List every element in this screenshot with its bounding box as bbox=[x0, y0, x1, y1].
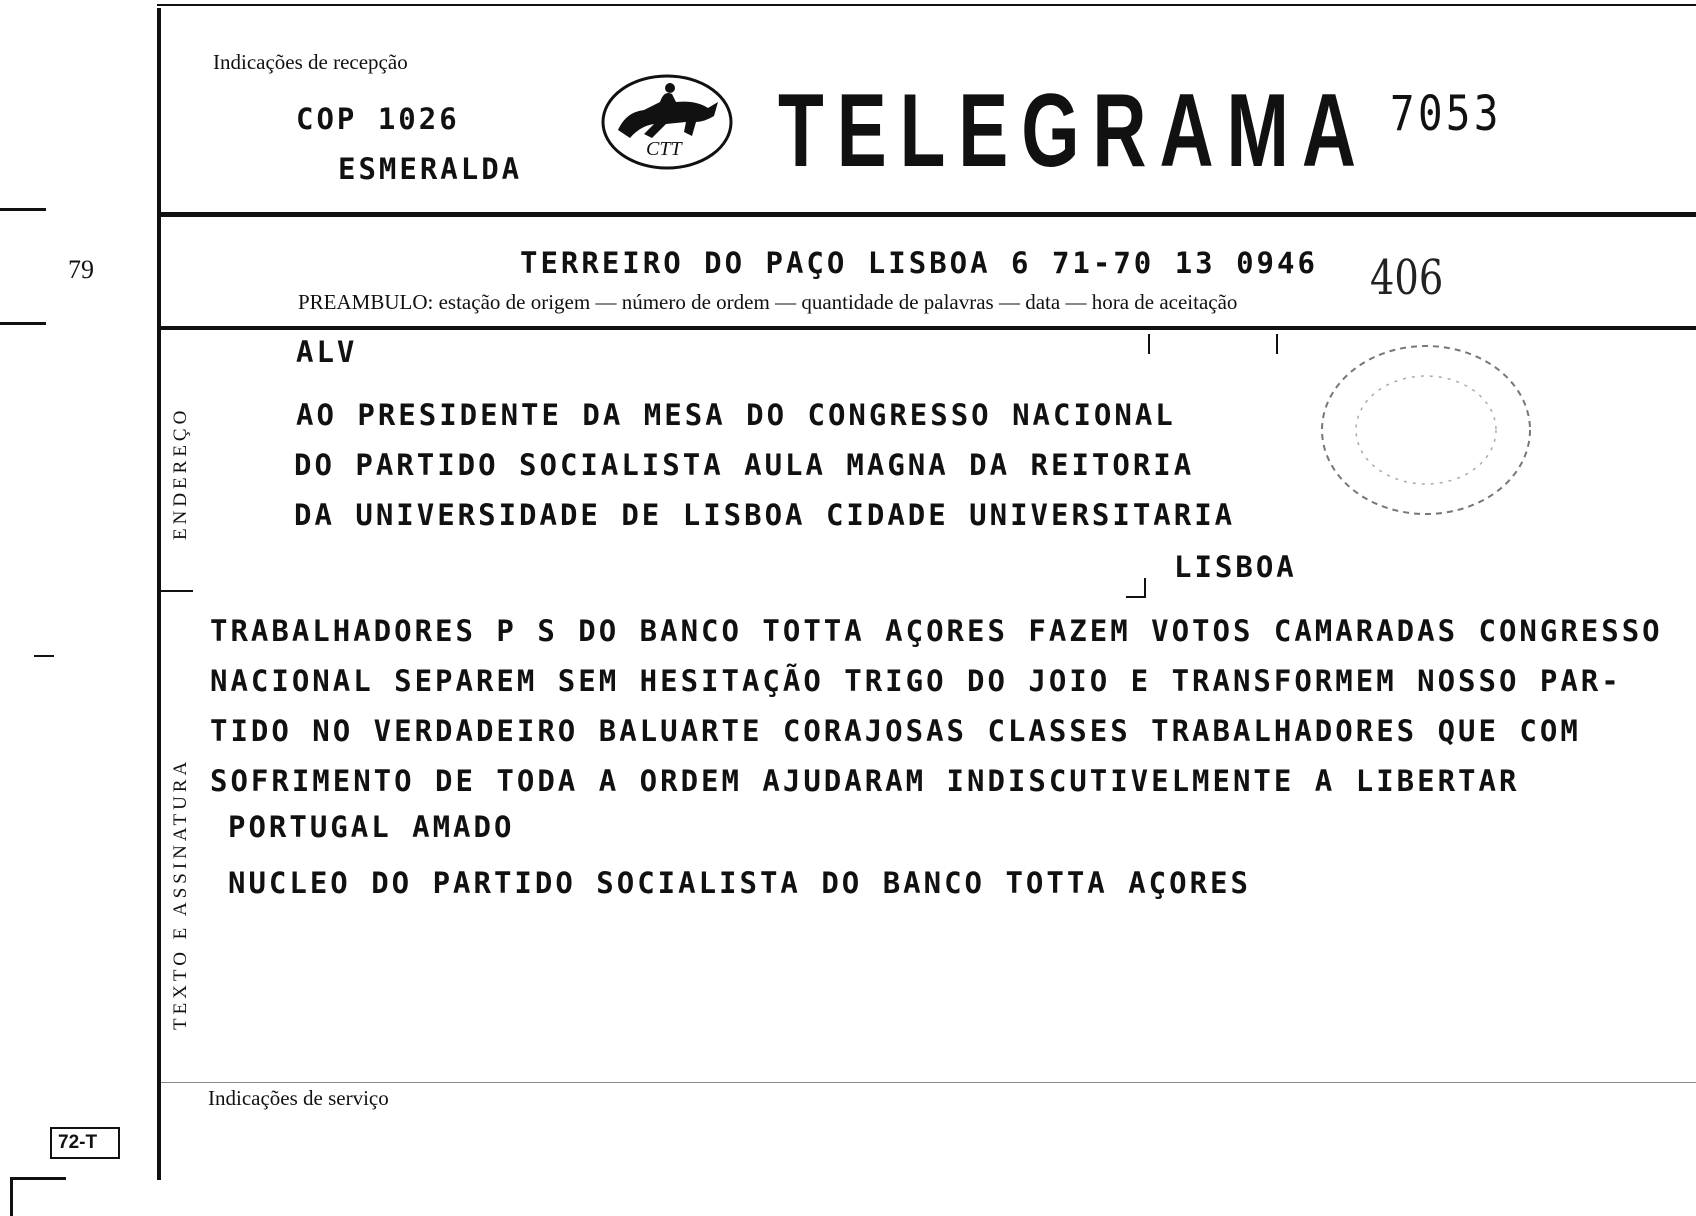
message-line: SOFRIMENTO DE TODA A ORDEM AJUDARAM INDISCUTIVELMENTE A LIBERTAR bbox=[210, 764, 1520, 798]
address-bracket bbox=[1148, 334, 1150, 354]
address-line: DA UNIVERSIDADE DE LISBOA CIDADE UNIVERSITARIA bbox=[294, 498, 1236, 532]
signature-line: NUCLEO DO PARTIDO SOCIALISTA DO BANCO TOTTA AÇORES bbox=[228, 866, 1251, 900]
form-code-box bbox=[50, 1127, 120, 1159]
postmark-stamp bbox=[1316, 340, 1536, 520]
form-code: 72-T bbox=[58, 1132, 98, 1153]
address-bracket bbox=[1276, 334, 1278, 354]
margin-tick bbox=[0, 322, 46, 325]
text-side-label: TEXTO E ASSINATURA bbox=[170, 757, 191, 1030]
address-line: DO PARTIDO SOCIALISTA AULA MAGNA DA REITORIA bbox=[294, 448, 1195, 482]
message-line: TRABALHADORES P S DO BANCO TOTTA AÇORES FAZEM VOTOS CAMARADAS CONGRESSO bbox=[210, 614, 1663, 648]
message-line: NACIONAL SEPAREM SEM HESITAÇÃO TRIGO DO JOIO E TRANSFORMEM NOSSO PAR- bbox=[210, 664, 1622, 698]
ctt-logo-text: CTT bbox=[646, 138, 682, 160]
reception-name: ESMERALDA bbox=[338, 152, 523, 186]
message-line: PORTUGAL AMADO bbox=[228, 810, 515, 844]
preamble-bottom-border bbox=[161, 326, 1696, 330]
page-number: 79 bbox=[68, 255, 94, 284]
address-line: AO PRESIDENTE DA MESA DO CONGRESSO NACIONAL bbox=[296, 398, 1176, 432]
telegram-title: TELEGRAMA bbox=[778, 73, 1369, 189]
service-indicator: ALV bbox=[296, 335, 358, 369]
left-margin-border bbox=[157, 8, 161, 1180]
address-corner-v bbox=[1144, 578, 1146, 598]
margin-tick bbox=[34, 655, 54, 657]
serial-number: 7053 bbox=[1390, 86, 1502, 142]
service-label: Indicações de serviço bbox=[208, 1086, 389, 1110]
margin-tick bbox=[0, 208, 46, 211]
reception-code: COP 1026 bbox=[296, 102, 460, 136]
handwritten-number: 406 bbox=[1370, 250, 1444, 306]
preamble-value: TERREIRO DO PAÇO LISBOA 6 71-70 13 0946 bbox=[520, 246, 1318, 280]
top-border bbox=[157, 4, 1696, 6]
footer-divider bbox=[161, 1082, 1696, 1083]
text-section-divider bbox=[161, 590, 193, 592]
preamble-top-border bbox=[161, 212, 1696, 217]
address-side-label: ENDEREÇO bbox=[170, 406, 191, 540]
message-line: TIDO NO VERDADEIRO BALUARTE CORAJOSAS CLASSES TRABALHADORES QUE COM bbox=[210, 714, 1581, 748]
reception-label: Indicações de recepção bbox=[213, 50, 408, 74]
ctt-logo bbox=[600, 72, 734, 172]
postmark-icon bbox=[1316, 340, 1536, 520]
address-city: LISBOA bbox=[1174, 550, 1297, 584]
bottom-corner-line bbox=[10, 1177, 66, 1180]
preamble-label: PREAMBULO: estação de origem — número de ordem — quantidade de palavras — data — hora de aceitação bbox=[298, 290, 1238, 314]
address-corner-h bbox=[1126, 596, 1146, 598]
bottom-corner-line-v bbox=[10, 1177, 13, 1216]
